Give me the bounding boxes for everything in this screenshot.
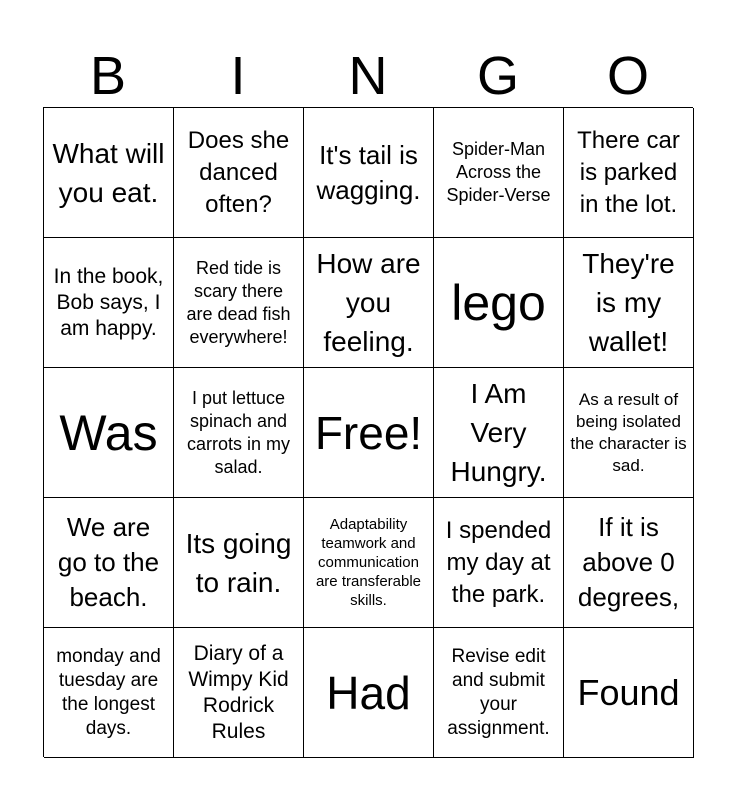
header-letter-n: N [348,46,388,106]
cell-text: Revise edit and submit your assignment. [447,645,550,739]
bingo-cell[interactable] [44,628,174,758]
bingo-cell[interactable] [564,108,694,238]
bingo-cell[interactable] [434,628,564,758]
cell-text: If it is above 0 degrees, [577,512,680,612]
header-letter-b: B [89,46,127,106]
bingo-cell[interactable] [304,628,434,758]
cell-text: lego [451,274,546,331]
bingo-cell[interactable] [564,628,694,758]
bingo-cell[interactable] [174,238,304,368]
cell-text: Adaptability teamwork and communication are transferable skills. [315,516,422,609]
bingo-cell[interactable] [44,498,174,628]
cell-text: Its going to rain. [185,527,292,598]
cell-text: Free! [314,406,423,459]
bingo-cell[interactable] [174,628,304,758]
cell-text: In the book, Bob says, I am happy. [53,264,164,340]
cell-text: How are you feeling. [316,248,421,357]
header-letter-i: I [230,46,246,106]
bingo-cell[interactable] [434,108,564,238]
cell-text: It's tail is wagging. [316,139,421,205]
cell-text: Diary of a Wimpy Kid Rodrick Rules [188,641,289,743]
bingo-grid [43,107,693,757]
cell-text: Had [326,666,411,719]
bingo-cell[interactable] [174,368,304,498]
cell-text: I spended my day at the park. [445,516,552,608]
cell-text: Does she danced often? [187,126,290,218]
bingo-cell[interactable] [44,238,174,368]
cell-text: We are go to the beach. [57,512,160,612]
bingo-cell[interactable] [304,238,434,368]
bingo-cell[interactable] [44,108,174,238]
cell-text: What will you eat. [52,137,165,208]
bingo-cell[interactable] [434,368,564,498]
cell-text: I put lettuce spinach and carrots in my salad. [186,387,291,477]
header-letter-g: G [476,46,519,106]
bingo-cell[interactable] [564,368,694,498]
header-letter-o: O [606,46,649,106]
bingo-cell[interactable] [564,238,694,368]
cell-text: I Am Very Hungry. [450,378,547,487]
cell-text: Was [59,404,158,461]
bingo-header [43,44,693,108]
bingo-cell[interactable] [434,238,564,368]
cell-text: Spider-Man Across the Spider-Verse [446,139,551,205]
bingo-cell[interactable] [174,108,304,238]
bingo-cell[interactable] [304,108,434,238]
bingo-cell[interactable] [304,368,434,498]
cell-text: They're is my wallet! [582,248,675,357]
bingo-cell[interactable] [434,498,564,628]
cell-text: Red tide is scary there are dead fish everywhere! [186,257,291,347]
bingo-cell[interactable] [44,368,174,498]
bingo-cell[interactable] [304,498,434,628]
bingo-cell[interactable] [174,498,304,628]
cell-text: As a result of being isolated the character is sad. [570,389,687,475]
cell-text: There car is parked in the lot. [577,126,680,218]
bingo-cell[interactable] [564,498,694,628]
cell-text: Found [577,671,680,713]
cell-text: monday and tuesday are the longest days. [56,645,161,739]
